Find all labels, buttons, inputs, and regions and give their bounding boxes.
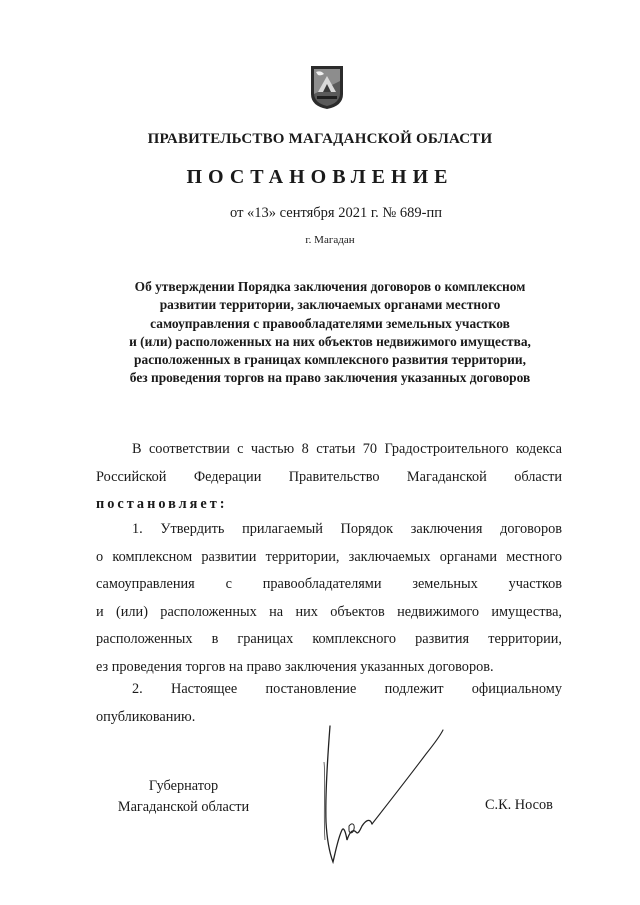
document-date-number: от «13» сентября 2021 г. № 689-пп <box>230 205 442 221</box>
signatory-title <box>96 776 271 818</box>
subject-line: без проведения торгов на право заключения указанных договоров <box>129 370 531 386</box>
item-line: ез проведения торгов на право заключения указанных договоров. <box>96 658 494 675</box>
item-line: расположенных в границах комплексного развития территории, <box>96 631 562 647</box>
signatory-title-line: Губернатор <box>148 778 219 794</box>
handwritten-signature-icon <box>316 722 446 870</box>
subject-line: развитии территории, заключаемых органами местного <box>159 297 501 313</box>
signatory-title-line: Магаданской области <box>117 799 250 815</box>
subject-line: самоуправления с правообладателями земельных участков <box>150 315 510 331</box>
item-line: и (или) расположенных на них объектов недвижимого имущества, <box>96 603 562 620</box>
item-line: 2. Настоящее постановление подлежит официальному <box>132 681 562 697</box>
preamble-paragraph <box>96 436 562 519</box>
document-subject <box>80 278 580 388</box>
document-city: г. Магадан <box>305 234 355 246</box>
item-line: о комплексном развитии территории, заключаемых органами местного <box>96 548 562 565</box>
item-1-paragraph <box>96 516 562 681</box>
item-line: самоуправления с правообладателями земельных участков <box>96 576 562 592</box>
item-line: опубликованию. <box>96 708 196 725</box>
document-type: ПОСТАНОВЛЕНИЕ <box>186 166 454 188</box>
signatory-name: С.К. Носов <box>485 797 553 813</box>
government-name: ПРАВИТЕЛЬСТВО МАГАДАНСКОЙ ОБЛАСТИ <box>147 131 493 147</box>
magadan-coat-of-arms-icon <box>309 64 345 110</box>
subject-line: расположенных в границах комплексного развития территории, <box>134 352 526 368</box>
subject-line: и (или) расположенных на них объектов недвижимого имущества, <box>129 333 531 349</box>
item-line: 1. Утвердить прилагаемый Порядок заключения договоров <box>132 521 562 537</box>
preamble-line: Российской Федерации Правительство Магаданской области <box>96 468 562 485</box>
preamble-line: В соответствии с частью 8 статьи 70 Градостроительного кодекса <box>132 441 562 457</box>
subject-line: Об утверждении Порядка заключения договоров о комплексном <box>134 279 526 294</box>
resolves-word: постановляет: <box>96 496 228 512</box>
